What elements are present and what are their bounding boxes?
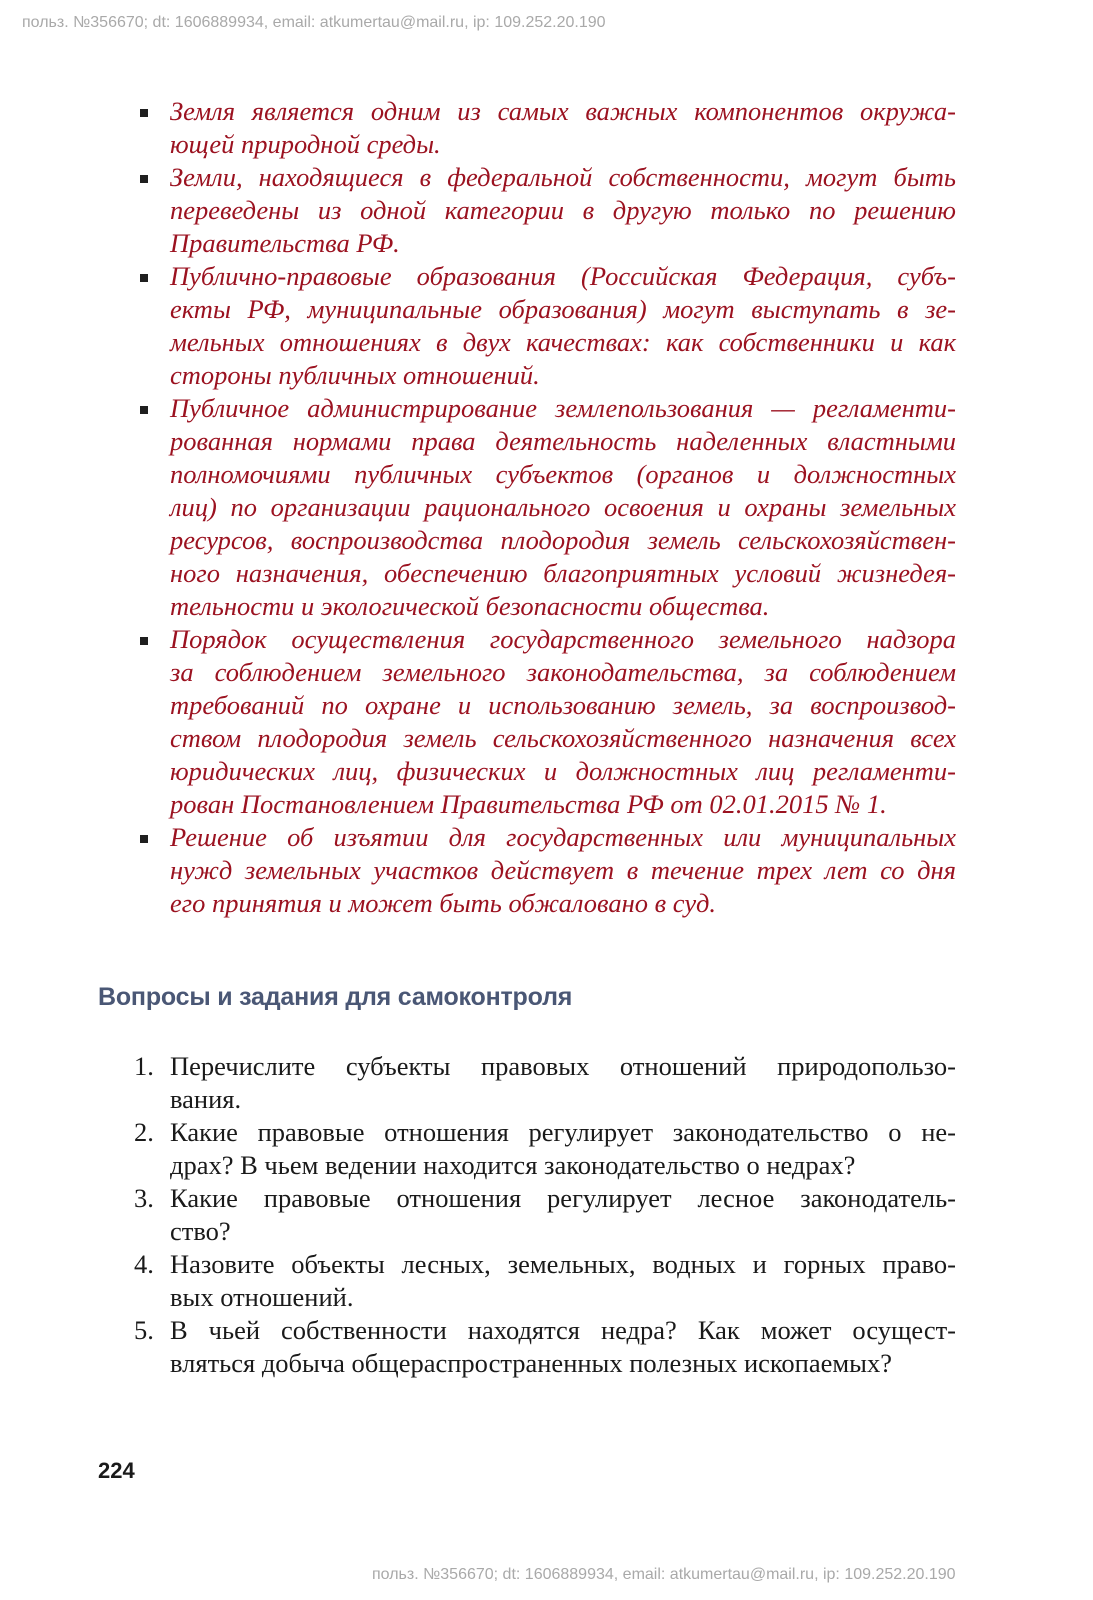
text-line: Порядок осуществления государственного земельного надзора (170, 624, 956, 654)
question-text (170, 1050, 956, 1116)
summary-bullet-item (138, 95, 956, 161)
page-number: 224 (98, 1458, 135, 1483)
question-number: 1. (134, 1051, 154, 1081)
summary-bullet-text (170, 623, 956, 821)
summary-bullet-list (138, 95, 956, 920)
text-line: Перечислите субъекты правовых отношений природопользо- (170, 1051, 956, 1081)
summary-bullet-item (138, 821, 956, 920)
text-line: лиц) по организации рационального освоения и охраны земельных (170, 492, 956, 522)
text-line: Земли, находящиеся в федеральной собственности, могут быть (170, 162, 956, 192)
summary-bullet-text (170, 95, 956, 161)
text-line: Земля является одним из самых важных компонентов окружа- (170, 96, 956, 126)
text-line: ющей природной среды. (170, 129, 441, 159)
text-line: полномочиями публичных субъектов (органов и должностных (170, 459, 956, 489)
summary-bullet-item (138, 392, 956, 623)
text-line: ство? (170, 1216, 231, 1246)
text-line: мельных отношениях в двух качествах: как собственники и как (170, 327, 956, 357)
summary-bullet-text (170, 821, 956, 920)
text-line: ством плодородия земель сельскохозяйственного назначения всех (170, 723, 956, 753)
square-bullet-icon (140, 835, 148, 843)
question-text (170, 1116, 956, 1182)
summary-bullet-item (138, 161, 956, 260)
question-number: 2. (134, 1117, 154, 1147)
summary-bullet-text (170, 161, 956, 260)
text-line: за соблюдением земельного законодательства, за соблюдением (170, 657, 956, 687)
text-line: рованная нормами права деятельность наделенных властными (170, 426, 956, 456)
text-line: В чьей собственности находятся недра? Как может осущест- (170, 1315, 956, 1345)
text-line: ного назначения, обеспечению благоприятных условий жизнедея- (170, 558, 956, 588)
text-line: переведены из одной категории в другую только по решению (170, 195, 956, 225)
question-item (134, 1050, 956, 1116)
summary-bullet-item (138, 623, 956, 821)
text-line: тельности и экологической безопасности общества. (170, 591, 770, 621)
question-number: 5. (134, 1315, 154, 1345)
summary-bullet-text (170, 260, 956, 392)
text-line: стороны публичных отношений. (170, 360, 540, 390)
section-heading: Вопросы и задания для самоконтроля (98, 983, 573, 1011)
question-text (170, 1314, 956, 1380)
watermark-bottom: польз. №356670; dt: 1606889934, email: atkumertau@mail.ru, ip: 109.252.20.190 (372, 1566, 956, 1583)
question-item (134, 1116, 956, 1182)
text-line: Правительства РФ. (170, 228, 400, 258)
question-text (170, 1182, 956, 1248)
square-bullet-icon (140, 406, 148, 414)
text-line: Публично-правовые образования (Российская Федерация, субъ- (170, 261, 956, 291)
text-line: вания. (170, 1084, 242, 1114)
question-number: 4. (134, 1249, 154, 1279)
text-line: его принятия и может быть обжаловано в суд. (170, 888, 717, 918)
summary-bullet-item (138, 260, 956, 392)
text-line: нужд земельных участков действует в течение трех лет со дня (170, 855, 956, 885)
text-line: ресурсов, воспроизводства плодородия земель сельскохозяйствен- (170, 525, 956, 555)
text-line: Какие правовые отношения регулирует законодательство о не- (170, 1117, 956, 1147)
text-line: драх? В чьем ведении находится законодательство о недрах? (170, 1150, 856, 1180)
question-item (134, 1248, 956, 1314)
text-line: вых отношений. (170, 1282, 354, 1312)
question-item (134, 1314, 956, 1380)
square-bullet-icon (140, 274, 148, 282)
text-line: Решение об изъятии для государственных или муниципальных (170, 822, 956, 852)
text-line: Какие правовые отношения регулирует лесное законодатель- (170, 1183, 956, 1213)
questions-list (134, 1050, 956, 1380)
text-line: екты РФ, муниципальные образования) могут выступать в зе- (170, 294, 956, 324)
square-bullet-icon (140, 109, 148, 117)
square-bullet-icon (140, 637, 148, 645)
square-bullet-icon (140, 175, 148, 183)
summary-bullet-text (170, 392, 956, 623)
text-line: Назовите объекты лесных, земельных, водных и горных право- (170, 1249, 956, 1279)
question-number: 3. (134, 1183, 154, 1213)
text-line: юридических лиц, физических и должностных лиц регламенти- (170, 756, 956, 786)
question-item (134, 1182, 956, 1248)
text-line: вляться добыча общераспространенных полезных ископаемых? (170, 1348, 892, 1378)
text-line: рован Постановлением Правительства РФ от 02.01.2015 № 1. (170, 789, 887, 819)
watermark-top: польз. №356670; dt: 1606889934, email: atkumertau@mail.ru, ip: 109.252.20.190 (22, 14, 606, 31)
text-line: Публичное администрирование землепользования — регламенти- (170, 393, 956, 423)
text-line: требований по охране и использованию земель, за воспроизвод- (170, 690, 956, 720)
question-text (170, 1248, 956, 1314)
